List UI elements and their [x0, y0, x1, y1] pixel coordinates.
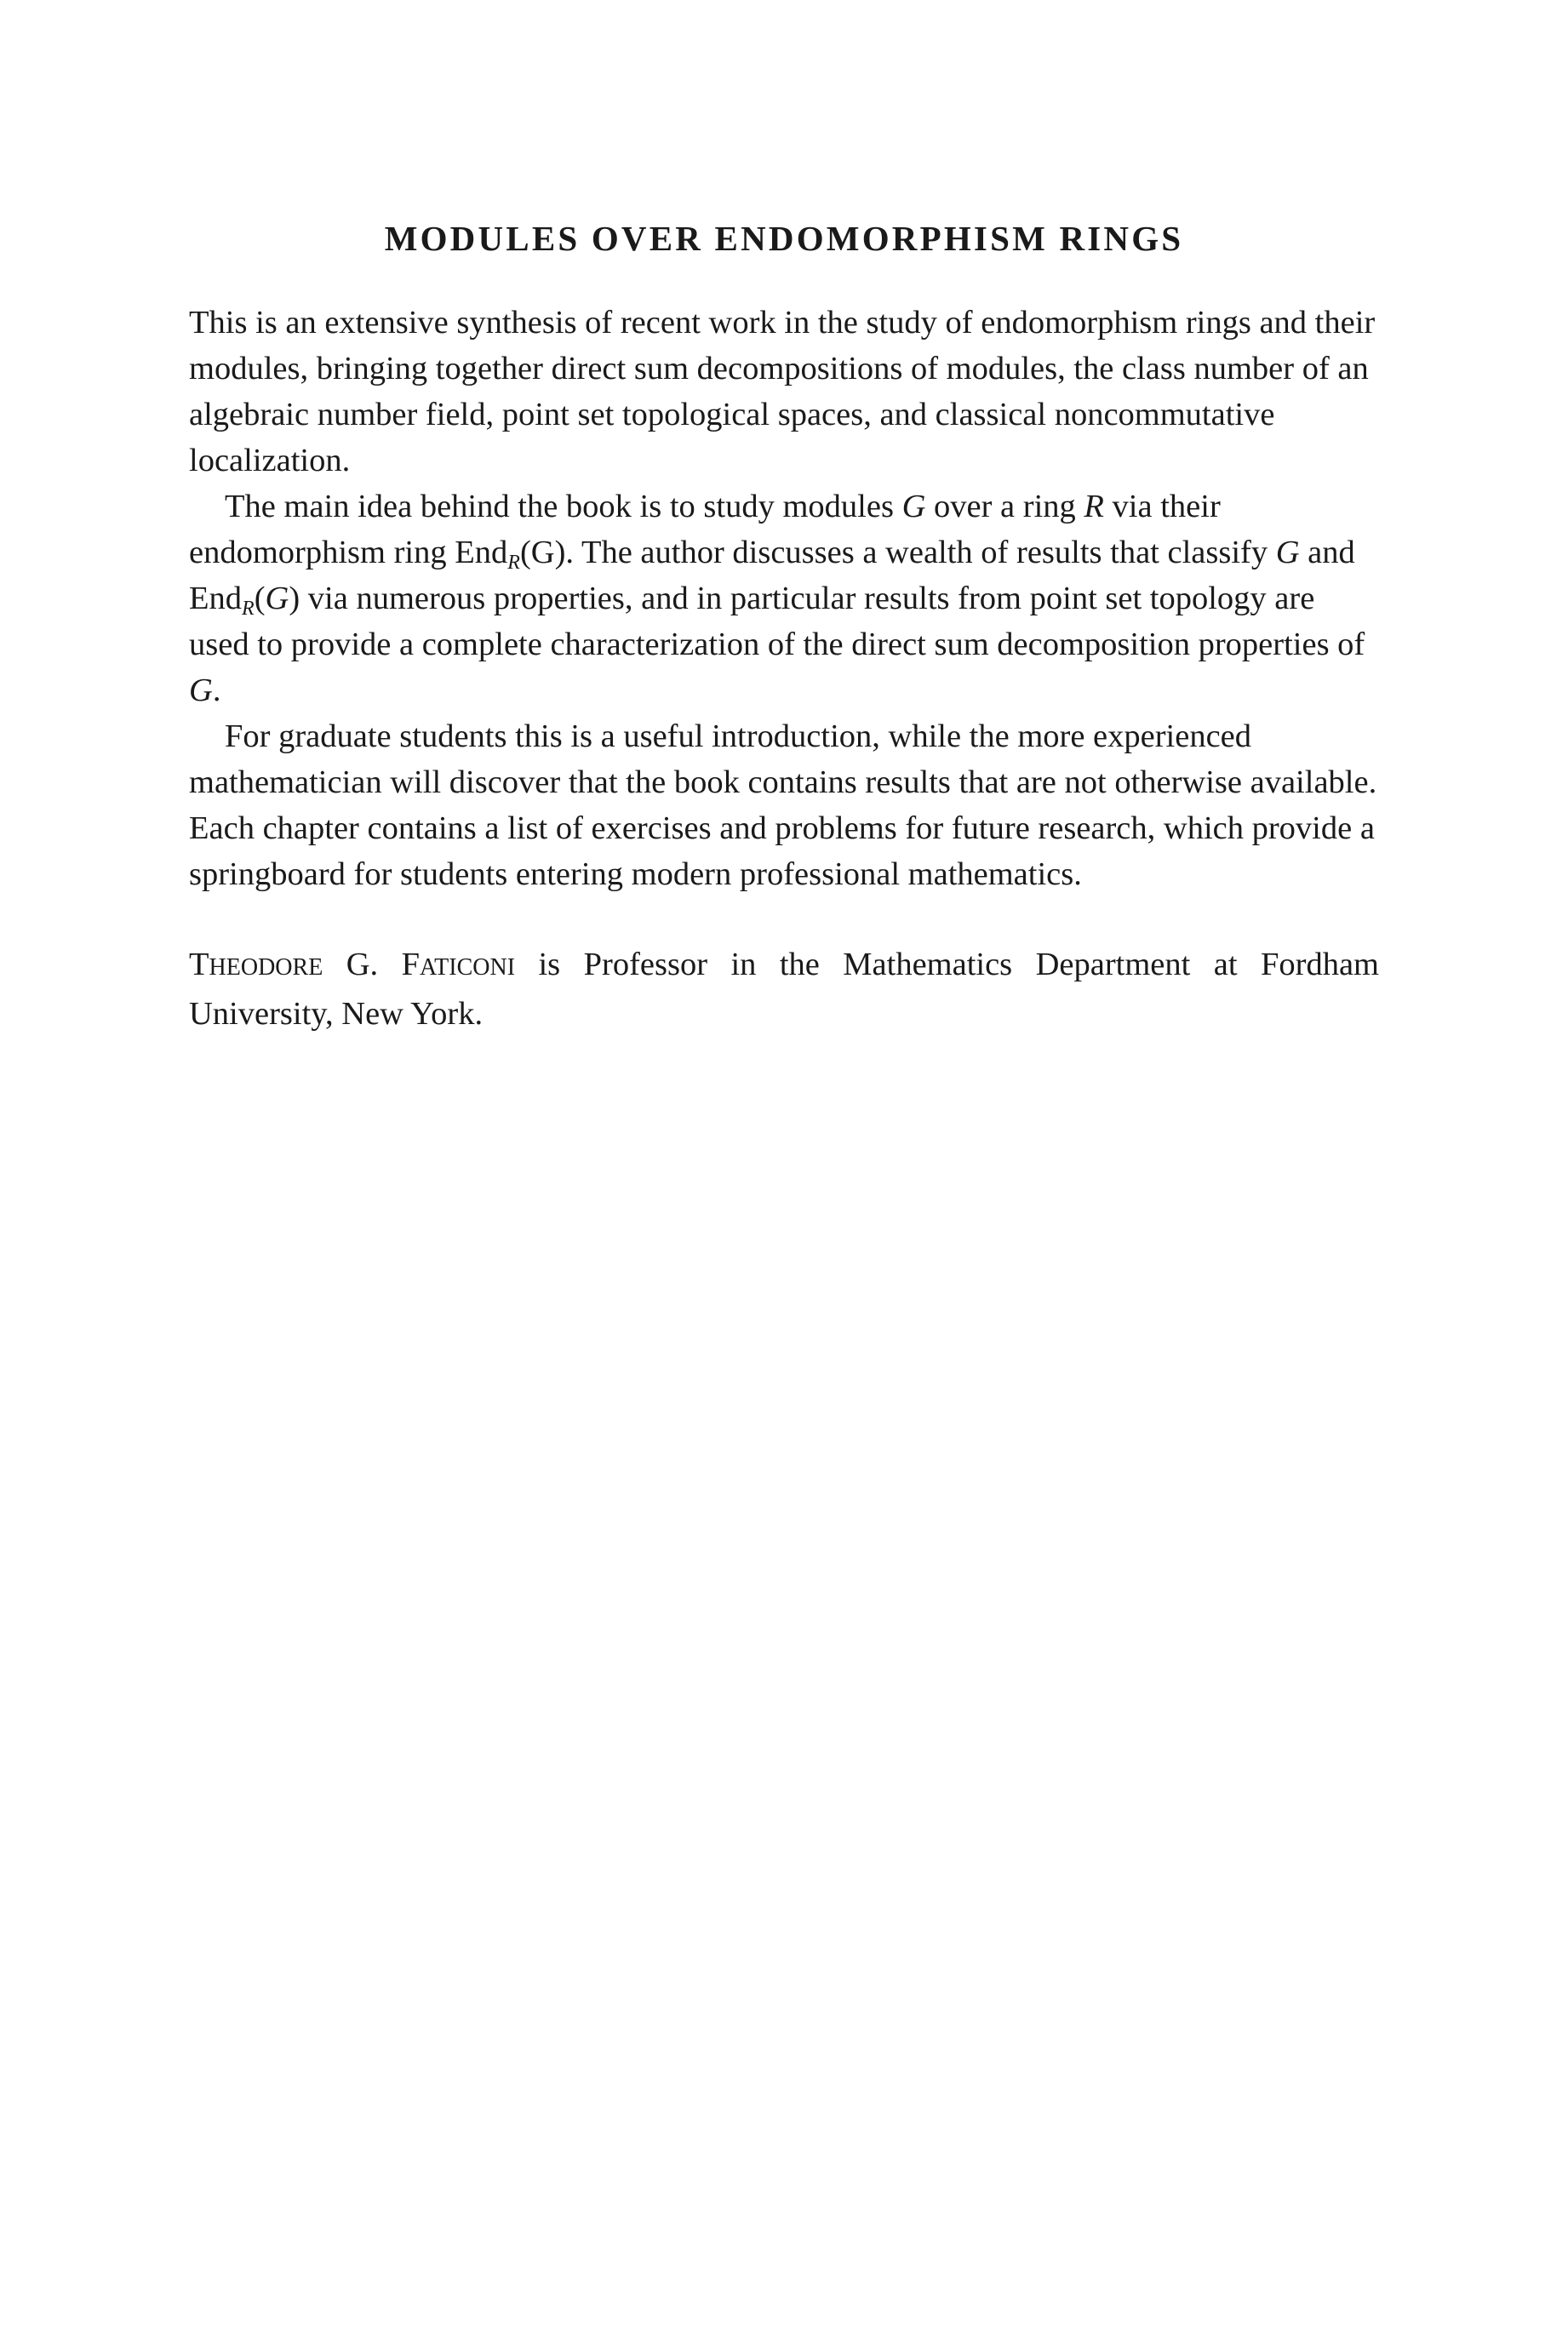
- author-middle: G.: [323, 947, 402, 982]
- p2-text: (: [254, 581, 266, 616]
- p2-text: (G). The author discusses a wealth of results that classify: [519, 535, 1276, 570]
- p2-text: over a ring: [925, 489, 1084, 524]
- author-last-initial: F: [401, 947, 421, 982]
- p2-text: .: [212, 672, 221, 708]
- math-r: R: [1084, 489, 1104, 524]
- math-subscript-r: R: [507, 552, 520, 574]
- math-g: G: [189, 672, 213, 708]
- p2-text: The main idea behind the book is to study modules: [225, 489, 902, 524]
- math-g: G: [901, 489, 926, 524]
- author-bio-text: is Professor in the Mathematics Department at Fordham University, New York.: [189, 947, 1379, 1032]
- page: [189, 213, 1379, 1037]
- math-g: G: [265, 581, 289, 616]
- author-bio: [189, 941, 1379, 1037]
- author-first-rest: HEODORE: [209, 954, 323, 981]
- p2-text: and End: [189, 535, 1355, 616]
- description-paragraph-1: This is an extensive synthesis of recent work in the study of endomorphism rings and their modules, bringing together direct sum decompositions of modules, the class number of an algebraic number field, point set topological spaces, and classical noncommutative localization.: [189, 305, 1376, 478]
- math-subscript-r: R: [242, 598, 255, 620]
- p2-text: via their endomorphism ring End: [189, 489, 1221, 570]
- p2-text: ) via numerous properties, and in particular results from point set topology are used to provide a complete characterization of the direct sum decomposition properties of: [189, 581, 1365, 662]
- description: [189, 300, 1379, 1037]
- author-first-initial: T: [189, 947, 209, 982]
- author-last-rest: ATICONI: [420, 954, 516, 981]
- math-g: G: [1275, 535, 1300, 570]
- book-title: MODULES OVER ENDOMORPHISM RINGS: [384, 219, 1184, 258]
- description-paragraph-2: [189, 484, 1379, 713]
- description-paragraph-3: For graduate students this is a useful introduction, while the more experienced mathematician will discover that the book contains results that are not otherwise available. Each chapter contains a list of exercises and problems for future research, which provide a springboard for students entering modern professional mathematics.: [189, 718, 1377, 892]
